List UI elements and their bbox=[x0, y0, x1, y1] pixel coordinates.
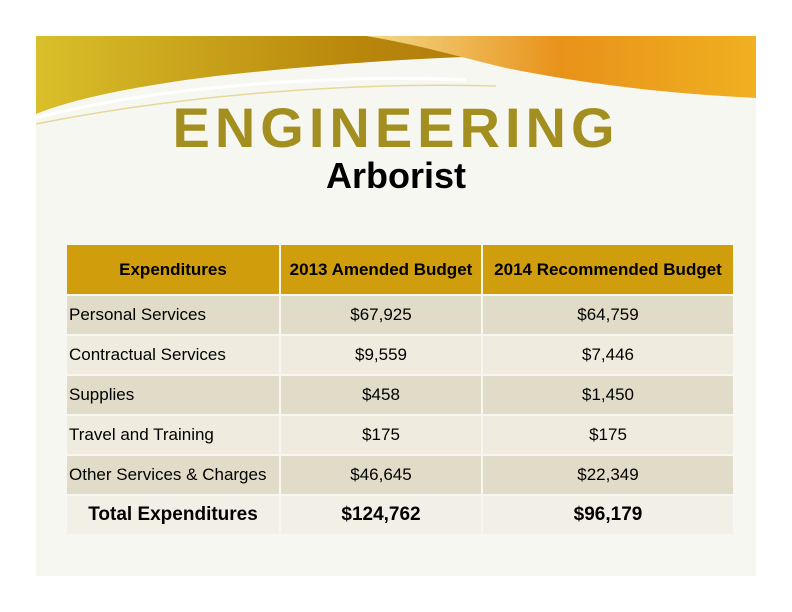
slide-subtitle: Arborist bbox=[325, 155, 466, 196]
slide bbox=[36, 36, 756, 576]
header-2013-amended: 2013 Amended Budget bbox=[280, 245, 482, 295]
row-2014-value: $1,450 bbox=[482, 375, 734, 415]
row-2013-value: $9,559 bbox=[280, 335, 482, 375]
table-row bbox=[67, 375, 734, 415]
row-2014-value: $175 bbox=[482, 415, 734, 455]
row-label: Supplies bbox=[67, 375, 280, 415]
row-2014-value: $64,759 bbox=[482, 295, 734, 335]
table-row bbox=[67, 455, 734, 495]
budget-table bbox=[67, 245, 735, 536]
total-2014-value: $96,179 bbox=[482, 495, 734, 535]
row-label: Travel and Training bbox=[67, 415, 280, 455]
row-2014-value: $7,446 bbox=[482, 335, 734, 375]
total-2013-value: $124,762 bbox=[280, 495, 482, 535]
row-2014-value: $22,349 bbox=[482, 455, 734, 495]
row-2013-value: $458 bbox=[280, 375, 482, 415]
table-row bbox=[67, 295, 734, 335]
header-expenditures: Expenditures bbox=[67, 245, 280, 295]
slide-title: ENGINEERING bbox=[172, 96, 620, 159]
header-2014-recommended: 2014 Recommended Budget bbox=[482, 245, 734, 295]
row-label: Other Services & Charges bbox=[67, 455, 280, 495]
row-label: Contractual Services bbox=[67, 335, 280, 375]
row-2013-value: $46,645 bbox=[280, 455, 482, 495]
table-row bbox=[67, 415, 734, 455]
total-row bbox=[67, 495, 734, 535]
row-2013-value: $67,925 bbox=[280, 295, 482, 335]
row-label: Personal Services bbox=[67, 295, 280, 335]
table-row bbox=[67, 335, 734, 375]
row-2013-value: $175 bbox=[280, 415, 482, 455]
table-header-row bbox=[67, 245, 734, 295]
total-label: Total Expenditures bbox=[67, 495, 280, 535]
